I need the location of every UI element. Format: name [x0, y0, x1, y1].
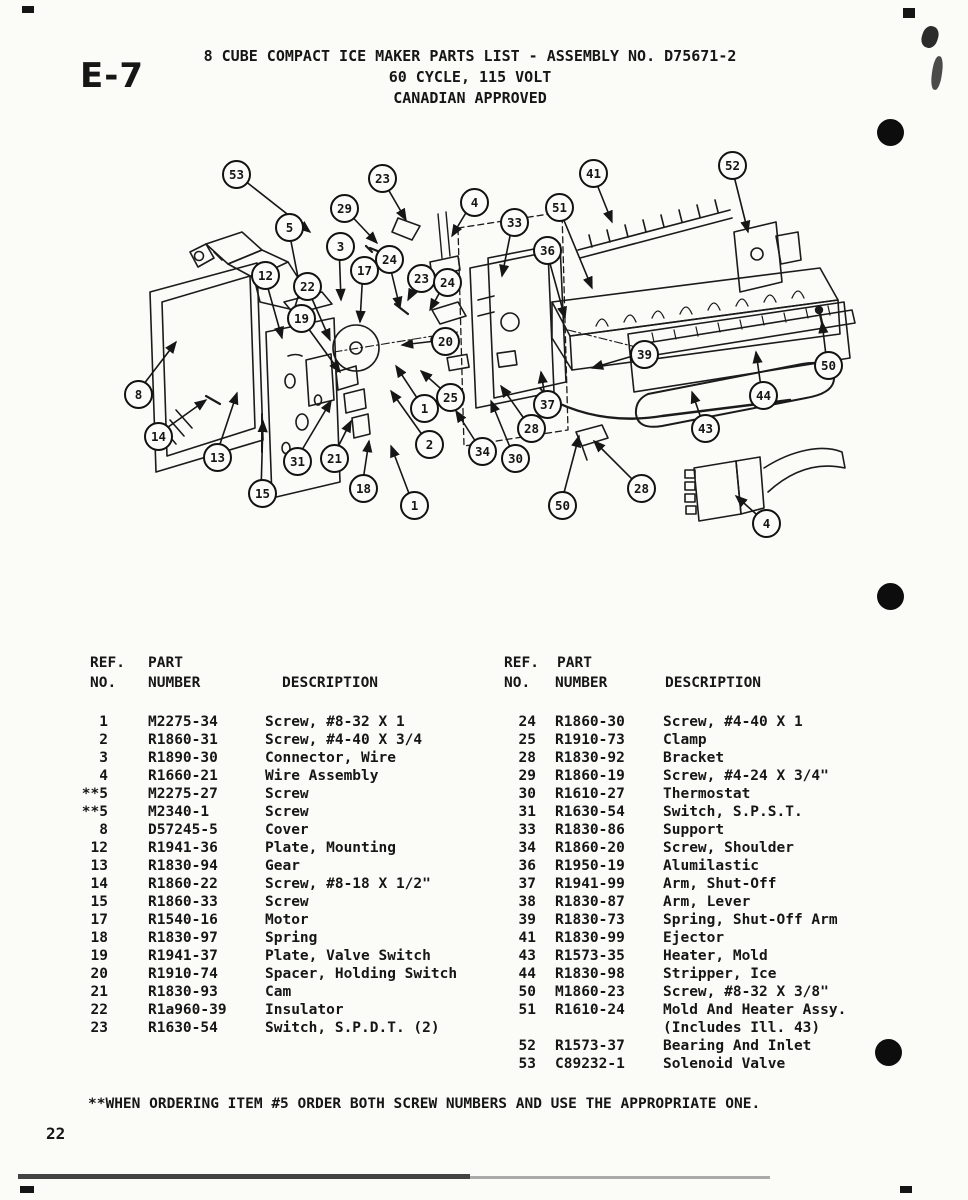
cell-ref: 14 — [90, 876, 108, 892]
cell-ref: 13 — [90, 858, 108, 874]
cell-part: C89232-1 — [555, 1056, 625, 1072]
callout-36: 36 — [533, 236, 562, 265]
cell-part: R1860-19 — [555, 768, 625, 784]
title-line-3: CANADIAN APPROVED — [393, 89, 547, 107]
table-row — [74, 929, 494, 947]
cell-desc: Spring, Shut-Off Arm — [663, 912, 838, 928]
callout-53: 53 — [222, 160, 251, 189]
corner-mark — [20, 1186, 34, 1193]
cell-ref: 50 — [518, 984, 536, 1000]
table-row — [74, 875, 494, 893]
callout-28: 28 — [627, 474, 656, 503]
parts-table-left — [74, 655, 494, 1037]
title-line-2: 60 CYCLE, 115 VOLT — [388, 68, 552, 86]
cell-ref: 52 — [518, 1038, 536, 1054]
cell-desc: Screw, #4-40 X 3/4 — [265, 732, 423, 748]
cell-ref: 17 — [90, 912, 108, 928]
table-row — [502, 749, 922, 767]
table-row — [74, 785, 494, 803]
cell-ref: 4 — [99, 768, 108, 784]
cell-desc: (Includes Ill. 43) — [663, 1020, 821, 1036]
callout-14: 14 — [144, 422, 173, 451]
col-part-header: PART — [557, 655, 592, 671]
table-row — [74, 965, 494, 983]
table-row — [502, 929, 922, 947]
cell-ref: 24 — [518, 714, 536, 730]
cell-desc: Ejector — [663, 930, 725, 946]
cell-desc: Solenoid Valve — [663, 1056, 786, 1072]
cell-desc: Clamp — [663, 732, 707, 748]
table-row — [502, 767, 922, 785]
cell-part: R1860-30 — [555, 714, 625, 730]
table-row — [502, 875, 922, 893]
callout-37: 37 — [533, 390, 562, 419]
table-row — [502, 839, 922, 857]
cell-ref: 3 — [99, 750, 108, 766]
table-row — [74, 749, 494, 767]
cell-part: R1a960-39 — [148, 1002, 227, 1018]
table-row — [74, 713, 494, 731]
cell-desc: Bearing And Inlet — [663, 1038, 812, 1054]
callout-29: 29 — [330, 194, 359, 223]
cell-part: D57245-5 — [148, 822, 218, 838]
cell-ref: 38 — [518, 894, 536, 910]
cell-ref: 21 — [90, 984, 108, 1000]
cell-part: R1941-36 — [148, 840, 218, 856]
cell-part: R1610-27 — [555, 786, 625, 802]
callout-28: 28 — [517, 414, 546, 443]
cell-ref: 25 — [518, 732, 536, 748]
table-row — [502, 1001, 922, 1019]
cell-desc: Arm, Shut-Off — [663, 876, 777, 892]
exploded-parts-diagram — [0, 0, 968, 580]
callout-34: 34 — [468, 437, 497, 466]
cell-ref: 44 — [518, 966, 536, 982]
table-row — [74, 731, 494, 749]
cell-part: R1630-54 — [555, 804, 625, 820]
cell-ref: 18 — [90, 930, 108, 946]
col-ref-header: REF. — [504, 655, 539, 671]
table-row — [74, 803, 494, 821]
callout-31: 31 — [283, 447, 312, 476]
cell-part: R1660-21 — [148, 768, 218, 784]
callout-41: 41 — [579, 159, 608, 188]
callout-33: 33 — [500, 208, 529, 237]
cell-part: R1610-24 — [555, 1002, 625, 1018]
callout-5: 5 — [275, 213, 304, 242]
cell-desc: Screw — [265, 894, 309, 910]
registration-dot — [877, 583, 904, 610]
cell-part: R1910-73 — [555, 732, 625, 748]
footnote: **WHEN ORDERING ITEM #5 ORDER BOTH SCREW NUMBERS AND USE THE APPROPRIATE ONE. — [88, 1096, 761, 1112]
cell-part: R1941-99 — [555, 876, 625, 892]
cell-ref: 34 — [518, 840, 536, 856]
cell-desc: Cam — [265, 984, 292, 1000]
cell-desc: Screw, Shoulder — [663, 840, 794, 856]
corner-mark — [900, 1186, 912, 1193]
cell-desc: Heater, Mold — [663, 948, 768, 964]
cell-ref: 51 — [518, 1002, 536, 1018]
cell-ref: 19 — [90, 948, 108, 964]
cell-ref: 29 — [518, 768, 536, 784]
cell-ref: 30 — [518, 786, 536, 802]
callout-43: 43 — [691, 414, 720, 443]
callout-15: 15 — [248, 479, 277, 508]
cell-desc: Thermostat — [663, 786, 751, 802]
callout-30: 30 — [501, 444, 530, 473]
cell-part: R1860-20 — [555, 840, 625, 856]
cell-part: M2275-34 — [148, 714, 218, 730]
cell-ref: **5 — [81, 804, 108, 820]
callout-1: 1 — [400, 491, 429, 520]
cell-part: R1830-93 — [148, 984, 218, 1000]
cell-part: R1830-92 — [555, 750, 625, 766]
callout-51: 51 — [545, 193, 574, 222]
cell-part: M1860-23 — [555, 984, 625, 1000]
table-row — [502, 947, 922, 965]
cell-desc: Screw, #8-18 X 1/2" — [265, 876, 431, 892]
callout-25: 25 — [436, 383, 465, 412]
cell-part: R1860-22 — [148, 876, 218, 892]
callout-22: 22 — [293, 272, 322, 301]
table-row — [74, 947, 494, 965]
callout-17: 17 — [350, 256, 379, 285]
callout-4: 4 — [460, 188, 489, 217]
callout-21: 21 — [320, 444, 349, 473]
cell-desc: Arm, Lever — [663, 894, 751, 910]
callout-24: 24 — [433, 268, 462, 297]
col-ref-header2: NO. — [504, 675, 531, 691]
table-row — [502, 983, 922, 1001]
cell-desc: Cover — [265, 822, 309, 838]
callout-13: 13 — [203, 443, 232, 472]
table-row — [502, 785, 922, 803]
table-row — [502, 857, 922, 875]
cell-desc: Screw — [265, 786, 309, 802]
col-desc-header: DESCRIPTION — [282, 675, 379, 691]
cell-desc: Mold And Heater Assy. — [663, 1002, 847, 1018]
table-header — [502, 655, 922, 713]
cell-part: R1630-54 — [148, 1020, 218, 1036]
callout-50: 50 — [548, 491, 577, 520]
table-row — [502, 1037, 922, 1055]
callout-8: 8 — [124, 380, 153, 409]
scan-streak — [470, 1176, 770, 1179]
cell-desc: Support — [663, 822, 725, 838]
col-part-header2: NUMBER — [555, 675, 608, 691]
cell-desc: Insulator — [265, 1002, 344, 1018]
cell-desc: Screw, #8-32 X 3/8" — [663, 984, 829, 1000]
callout-23: 23 — [407, 264, 436, 293]
cell-desc: Alumilastic — [663, 858, 760, 874]
cell-ref: 20 — [90, 966, 108, 982]
col-ref-header: REF. — [90, 655, 125, 671]
cell-desc: Screw — [265, 804, 309, 820]
cell-desc: Gear — [265, 858, 300, 874]
cell-desc: Spring — [265, 930, 318, 946]
table-row — [74, 1001, 494, 1019]
callout-12: 12 — [251, 261, 280, 290]
table-row — [74, 839, 494, 857]
callout-2: 2 — [415, 430, 444, 459]
cell-ref: 31 — [518, 804, 536, 820]
cell-part: R1830-73 — [555, 912, 625, 928]
cell-ref: 12 — [90, 840, 108, 856]
cell-part: M2340-1 — [148, 804, 210, 820]
cell-part: R1540-16 — [148, 912, 218, 928]
diagram-drawing — [0, 0, 968, 580]
table-row — [74, 767, 494, 785]
callout-39: 39 — [630, 340, 659, 369]
table-row — [74, 983, 494, 1001]
cell-part: R1941-37 — [148, 948, 218, 964]
callout-3: 3 — [326, 232, 355, 261]
cell-desc: Connector, Wire — [265, 750, 396, 766]
cell-part: M2275-27 — [148, 786, 218, 802]
cell-ref: 33 — [518, 822, 536, 838]
cell-ref: 23 — [90, 1020, 108, 1036]
cell-part: R1830-94 — [148, 858, 218, 874]
parts-table-right — [502, 655, 922, 1073]
cell-desc: Screw, #4-40 X 1 — [663, 714, 803, 730]
callout-1: 1 — [410, 394, 439, 423]
cell-desc: Spacer, Holding Switch — [265, 966, 458, 982]
table-row — [74, 893, 494, 911]
table-row — [502, 803, 922, 821]
table-row — [502, 731, 922, 749]
table-row — [502, 965, 922, 983]
col-part-header2: NUMBER — [148, 675, 201, 691]
cell-part: R1830-97 — [148, 930, 218, 946]
cell-ref: **5 — [81, 786, 108, 802]
cell-desc: Screw, #8-32 X 1 — [265, 714, 405, 730]
callout-19: 19 — [287, 304, 316, 333]
section-label: E-7 — [80, 56, 144, 96]
cell-ref: 39 — [518, 912, 536, 928]
col-ref-header2: NO. — [90, 675, 117, 691]
cell-desc: Bracket — [663, 750, 725, 766]
cell-part: R1830-98 — [555, 966, 625, 982]
cell-desc: Motor — [265, 912, 309, 928]
cell-ref: 15 — [90, 894, 108, 910]
cell-part: R1860-33 — [148, 894, 218, 910]
col-desc-header: DESCRIPTION — [665, 675, 762, 691]
cell-desc: Plate, Mounting — [265, 840, 396, 856]
callout-4: 4 — [752, 509, 781, 538]
table-row-continuation — [502, 1019, 922, 1037]
table-row — [502, 821, 922, 839]
cell-ref: 53 — [518, 1056, 536, 1072]
cell-desc: Switch, S.P.D.T. (2) — [265, 1020, 440, 1036]
cell-part: R1860-31 — [148, 732, 218, 748]
callout-50: 50 — [814, 351, 843, 380]
table-row — [502, 1055, 922, 1073]
callout-18: 18 — [349, 474, 378, 503]
scan-streak — [18, 1174, 470, 1179]
callout-20: 20 — [431, 327, 460, 356]
cell-part: R1573-35 — [555, 948, 625, 964]
table-row — [74, 857, 494, 875]
cell-part: R1830-87 — [555, 894, 625, 910]
table-row — [502, 713, 922, 731]
cell-ref: 28 — [518, 750, 536, 766]
cell-desc: Wire Assembly — [265, 768, 379, 784]
callout-44: 44 — [749, 381, 778, 410]
cell-desc: Plate, Valve Switch — [265, 948, 431, 964]
cell-part: R1890-30 — [148, 750, 218, 766]
table-row — [74, 1019, 494, 1037]
cell-desc: Switch, S.P.S.T. — [663, 804, 803, 820]
cell-desc: Screw, #4-24 X 3/4" — [663, 768, 829, 784]
table-row — [74, 821, 494, 839]
cell-part: R1830-99 — [555, 930, 625, 946]
callout-52: 52 — [718, 151, 747, 180]
col-part-header: PART — [148, 655, 183, 671]
cell-ref: 8 — [99, 822, 108, 838]
table-row — [502, 911, 922, 929]
cell-part: R1830-86 — [555, 822, 625, 838]
callout-24: 24 — [375, 245, 404, 274]
callout-23: 23 — [368, 164, 397, 193]
cell-ref: 22 — [90, 1002, 108, 1018]
cell-part: R1950-19 — [555, 858, 625, 874]
cell-part: R1910-74 — [148, 966, 218, 982]
page-number: 22 — [46, 1124, 66, 1143]
title-line-1: 8 CUBE COMPACT ICE MAKER PARTS LIST - ASSEMBLY NO. D75671-2 — [203, 47, 737, 65]
cell-part: R1573-37 — [555, 1038, 625, 1054]
table-row — [502, 893, 922, 911]
cell-ref: 2 — [99, 732, 108, 748]
cell-desc: Stripper, Ice — [663, 966, 777, 982]
cell-ref: 36 — [518, 858, 536, 874]
table-row — [74, 911, 494, 929]
cell-ref: 41 — [518, 930, 536, 946]
cell-ref: 37 — [518, 876, 536, 892]
cell-ref: 1 — [99, 714, 108, 730]
cell-ref: 43 — [518, 948, 536, 964]
table-header — [74, 655, 494, 713]
